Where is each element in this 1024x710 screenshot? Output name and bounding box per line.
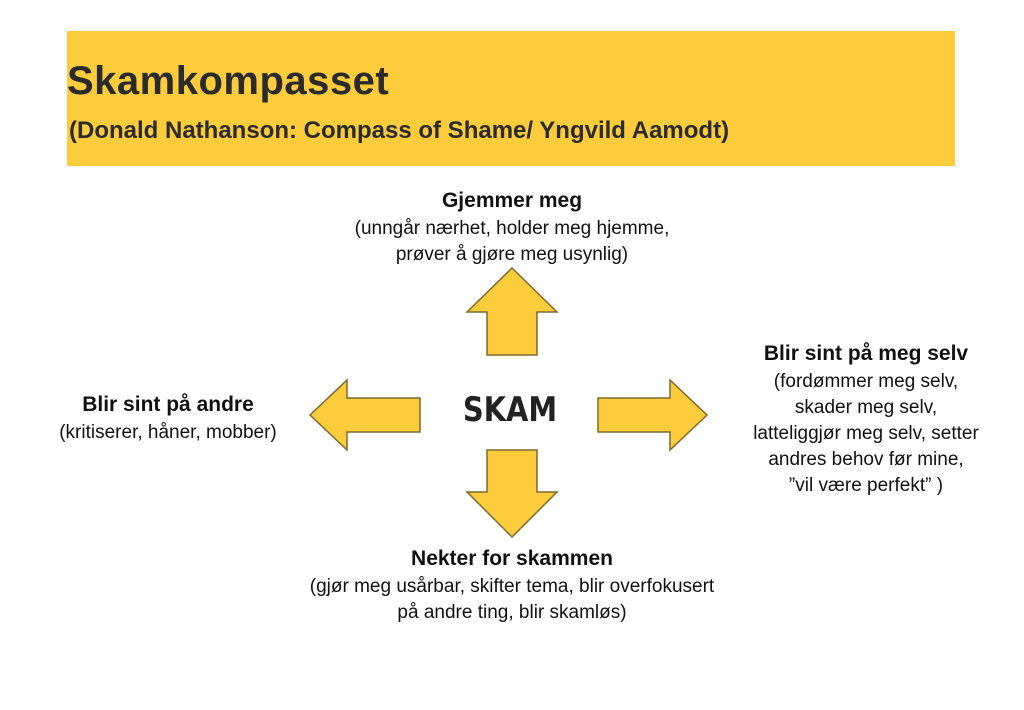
center-label: SKAM	[462, 390, 558, 430]
direction-right	[716, 339, 1016, 499]
arrow-down	[467, 450, 557, 537]
arrow-left	[310, 380, 420, 450]
direction-down-line-2: på andre ting, blir skamløs)	[397, 602, 627, 623]
direction-up	[300, 186, 724, 268]
direction-down-line-1: (gjør meg usårbar, skifter tema, blir overfokusert	[309, 576, 715, 597]
direction-right-line-4: andres behov før mine,	[768, 449, 964, 470]
direction-down-heading: Nekter for skammen	[411, 547, 613, 570]
direction-up-heading: Gjemmer meg	[441, 189, 583, 212]
direction-left	[18, 390, 318, 446]
direction-right-heading: Blir sint på meg selv	[763, 342, 969, 365]
direction-right-line-2: skader meg selv,	[794, 397, 938, 418]
direction-right-line-5: ”vil være perfekt” )	[788, 475, 944, 496]
direction-right-line-1: (fordømmer meg selv,	[773, 371, 959, 392]
arrow-right	[598, 380, 707, 450]
direction-down	[240, 544, 784, 626]
page-title: Skamkompasset	[67, 59, 390, 103]
direction-left-line-1: (kritiserer, håner, mobber)	[59, 422, 277, 443]
arrow-up	[467, 268, 557, 355]
direction-right-line-3: latteliggjør meg selv, setter	[753, 423, 979, 444]
page-subtitle: (Donald Nathanson: Compass of Shame/ Yngvild Aamodt)	[69, 117, 730, 144]
direction-left-heading: Blir sint på andre	[82, 393, 254, 416]
direction-up-line-2: prøver å gjøre meg usynlig)	[395, 244, 629, 265]
direction-up-line-1: (unngår nærhet, holder meg hjemme,	[354, 218, 670, 239]
